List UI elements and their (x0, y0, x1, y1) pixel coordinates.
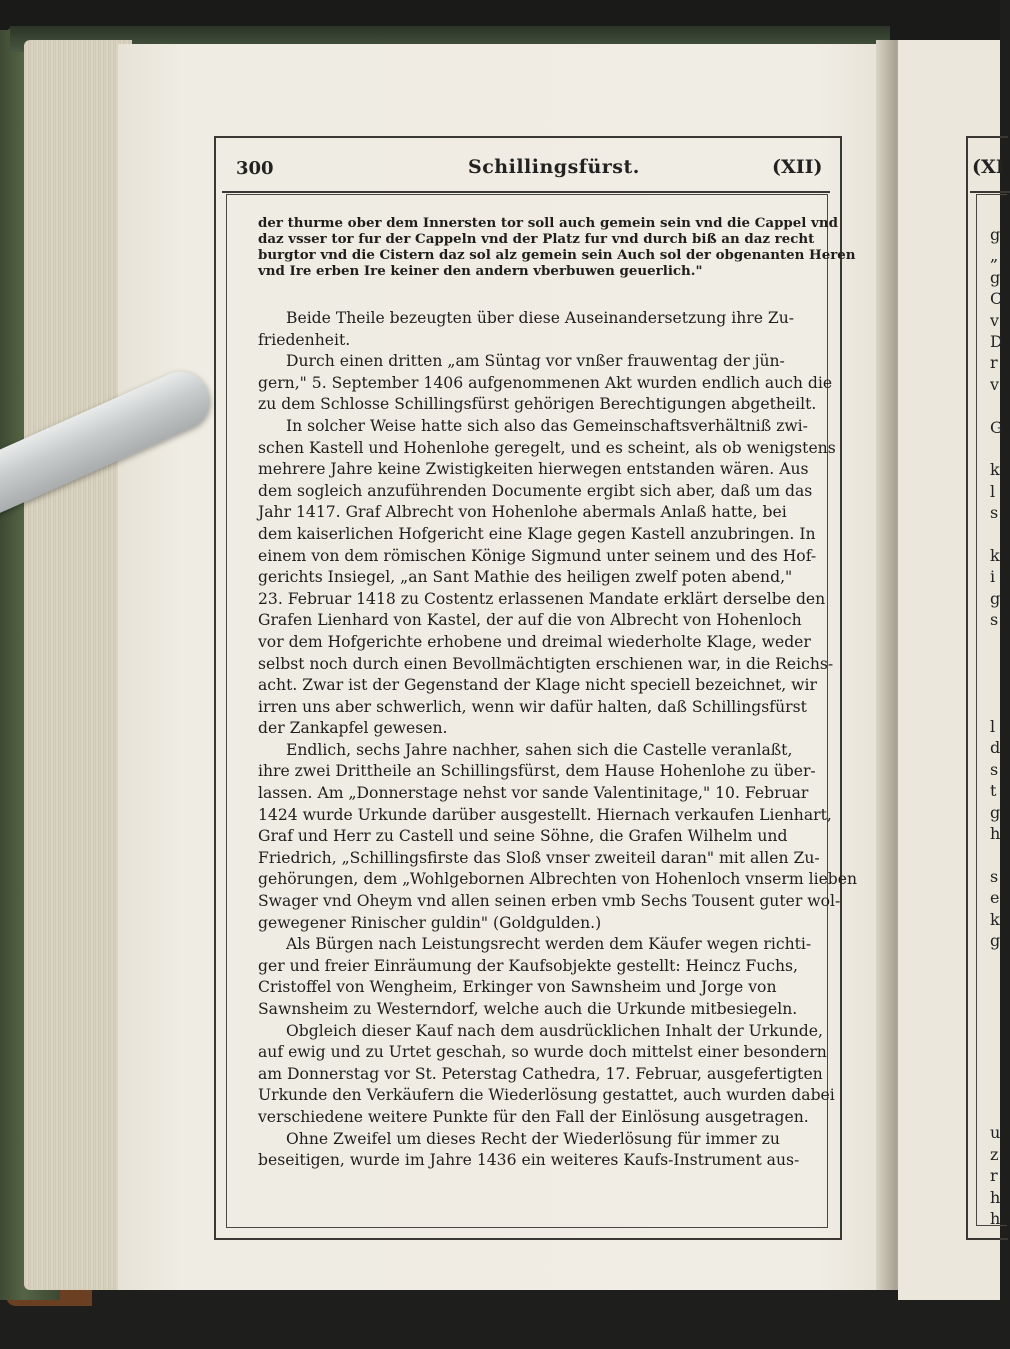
right-page-line-initial (990, 673, 1004, 694)
body-line: beseitigen, wurde im Jahre 1436 ein weiteres Kaufs-Instrument aus- (258, 1151, 800, 1170)
right-page-line-initial: k (990, 460, 1000, 480)
page-number: 300 (236, 158, 274, 179)
body-line: lassen. Am „Donnerstage nehst vor sande Valentinitage," 10. Februar (258, 784, 809, 803)
right-page-line-initial: i (990, 567, 996, 587)
body-line: Graf und Herr zu Castell und seine Söhne, die Grafen Wilhelm und (258, 827, 788, 846)
right-page-line-initial (990, 1058, 1004, 1079)
right-page-line-initial: g (990, 802, 1001, 822)
body-line: friedenheit. (258, 330, 351, 349)
right-page-line-initial (990, 994, 1004, 1015)
right-page-line-initial: k (990, 545, 1000, 565)
right-page-line-initial (990, 695, 1004, 716)
right-page-line-initial: r (990, 1166, 998, 1186)
body-line: verschiedene weitere Punkte für den Fall der Einlösung ausgetragen. (258, 1107, 809, 1126)
right-page-line-initial: l (990, 481, 996, 501)
right-page-line-initial: G (990, 417, 1003, 437)
body-line: schen Kastell und Hohenlohe geregelt, und es scheint, als ob wenigstens (258, 438, 836, 457)
body-line: gerichts Insiegel, „an Sant Mathie des heiligen zwelf poten abend," (258, 568, 793, 587)
quote-line: daz vsser tor fur der Cappeln vnd der Platz fur vnd durch biß an daz recht (258, 231, 815, 247)
right-page-line-initial: g (990, 930, 1001, 950)
right-page-line-initial: s (990, 759, 999, 779)
right-page-line-initial: l (990, 716, 996, 736)
body-line: Obgleich dieser Kauf nach dem ausdrücklichen Inhalt der Urkunde, (286, 1021, 823, 1040)
body-line: gern," 5. September 1406 aufgenommenen Akt wurden endlich auch die (258, 373, 833, 392)
body-line: vor dem Hofgerichte erhobene und dreimal wiederholte Klage, weder (258, 632, 811, 651)
right-page-line-initial: r (990, 353, 998, 373)
right-page-line-initial (990, 1015, 1004, 1036)
right-page-line-initial: C (990, 289, 1003, 309)
body-line: 23. Februar 1418 zu Costentz erlassenen Mandate erklärt derselbe den (258, 589, 826, 608)
body-line: der Zankapfel gewesen. (258, 719, 448, 738)
right-page-line-initial (990, 1037, 1004, 1058)
right-page-line-initial (990, 973, 1004, 994)
body-line: Endlich, sechs Jahre nachher, sahen sich die Castelle veranlaßt, (286, 740, 793, 759)
body-line: Ohne Zweifel um dieses Recht der Wiederlösung für immer zu (286, 1129, 780, 1148)
right-page-line-initial (990, 630, 1004, 651)
right-page-line-initial: z (990, 1144, 999, 1164)
body-line: auf ewig und zu Urtet geschah, so wurde doch mittelst einer besondern (258, 1043, 827, 1062)
body-line: Cristoffel von Wengheim, Erkinger von Sawnsheim und Jorge von (258, 978, 777, 997)
body-line: dem sogleich anzuführenden Documente ergibt sich aber, daß um das (258, 481, 813, 500)
right-page-line-initial: g (990, 225, 1001, 244)
right-page-line-initial: v (990, 310, 1000, 330)
body-line: ger und freier Einräumung der Kaufsobjekte gestellt: Heincz Fuchs, (258, 956, 798, 975)
right-page-header-fragment: (XI (972, 156, 1005, 178)
right-page-line-fragments (990, 224, 1004, 1272)
right-page-line-initial: g (990, 588, 1001, 608)
body-line: Durch einen dritten „am Süntag vor vnßer frauwentag der jün- (286, 352, 785, 371)
right-page-line-initial: d (990, 738, 1001, 758)
right-page-line-initial: g (990, 267, 1001, 287)
body-line: Grafen Lienhard von Kastel, der auf die von Albrecht von Hohenloch (258, 611, 802, 630)
right-page-line-initial: h (990, 823, 1001, 843)
right-page-line-initial (990, 1101, 1004, 1122)
right-page-line-initial: v (990, 374, 1000, 394)
quote-line: vnd Ire erben Ire keiner den andern vberbuwen geuerlich." (258, 263, 703, 279)
right-page-line-initial: s (990, 503, 999, 523)
body-line: gewegener Rinischer guldin" (Goldgulden.) (258, 913, 602, 932)
body-line: Swager vnd Oheym vnd allen seinen erben vmb Sechs Tousent guter wol- (258, 892, 841, 911)
right-page-line-initial: s (990, 610, 999, 630)
body-line: Sawnsheim zu Westerndorf, welche auch die Urkunde mitbesiegeln. (258, 1000, 798, 1018)
body-line: 1424 wurde Urkunde darüber ausgestellt. Hiernach verkaufen Lienhart, (258, 805, 832, 824)
body-line: gehörungen, dem „Wohlgebornen Albrechten von Hohenloch vnserm lieben (258, 870, 858, 889)
chapter-roman: (XII) (772, 156, 823, 178)
right-page-line-initial (990, 523, 1004, 544)
body-line: In solcher Weise hatte sich also das Gemeinschaftsverhältniß zwi- (286, 416, 808, 435)
page-stack-edges (24, 40, 132, 1290)
right-page-header-rule (970, 191, 1010, 193)
body-line: Beide Theile bezeugten über diese Auseinandersetzung ihre Zu- (286, 309, 795, 327)
body-line: irren uns aber schwerlich, wenn wir dafür halten, daß Schillingsfürst (258, 697, 807, 716)
right-page-line-initial: k (990, 909, 1000, 929)
body-line: Urkunde den Verkäufern die Wiederlösung gestattet, auch wurden dabei (258, 1086, 835, 1105)
right-page-line-initial: e (990, 888, 1000, 908)
quote-line: der thurme ober dem Innersten tor soll auch gemein sein vnd die Cappel vnd (258, 215, 838, 231)
right-page-line-initial: h (990, 1208, 1001, 1228)
header-rule (222, 191, 830, 193)
running-title: Schillingsfürst. (468, 156, 640, 178)
body-line: mehrere Jahre keine Zwistigkeiten hierwegen entstanden wären. Aus (258, 460, 809, 479)
right-page-line-initial: t (990, 781, 997, 801)
body-line: selbst noch durch einen Bevollmächtigten erschienen war, in die Reichs- (258, 654, 834, 673)
right-page-line-initial (990, 1080, 1004, 1101)
body-line: acht. Zwar ist der Gegenstand der Klage nicht speciell bezeichnet, wir (258, 676, 817, 695)
right-page-line-initial: s (990, 866, 999, 886)
right-page-line-initial (990, 395, 1004, 416)
body-line: ihre zwei Drittheile an Schillingsfürst, dem Hause Hohenlohe zu über- (258, 762, 816, 781)
right-page-line-initial: „ (990, 246, 999, 266)
right-page-line-initial (990, 438, 1004, 459)
body-line: Friedrich, „Schillingsfirste das Sloß vnser zweiteil daran" mit allen Zu- (258, 848, 820, 867)
quote-line: burgtor vnd die Cistern daz sol alz gemein sein Auch sol der obgenanten Heren (258, 247, 856, 263)
right-page-line-initial: D (990, 331, 1003, 351)
right-page-line-initial (990, 844, 1004, 865)
body-line: Als Bürgen nach Leistungsrecht werden dem Käufer wegen richti- (286, 935, 812, 954)
right-page-line-initial: h (990, 1187, 1001, 1207)
body-line: einem von dem römischen Könige Sigmund unter seinem und des Hof- (258, 546, 817, 565)
body-text (258, 308, 858, 1172)
body-line: am Donnerstag vor St. Peterstag Cathedra, 17. Februar, ausgefertigten (258, 1064, 823, 1083)
right-page-line-initial: u (990, 1123, 1001, 1143)
right-page-line-initial (990, 1251, 1004, 1272)
right-page-line-initial (990, 652, 1004, 673)
body-line: zu dem Schlosse Schillingsfürst gehörigen Berechtigungen abgetheilt. (258, 395, 817, 414)
right-page-line-initial (990, 951, 1004, 972)
right-page-line-initial (990, 1229, 1004, 1250)
body-line: dem kaiserlichen Hofgericht eine Klage gegen Kastell anzubringen. In (258, 524, 816, 543)
body-line: Jahr 1417. Graf Albrecht von Hohenlohe abermals Anlaß hatte, bei (258, 503, 787, 522)
quoted-document-text (258, 215, 856, 279)
